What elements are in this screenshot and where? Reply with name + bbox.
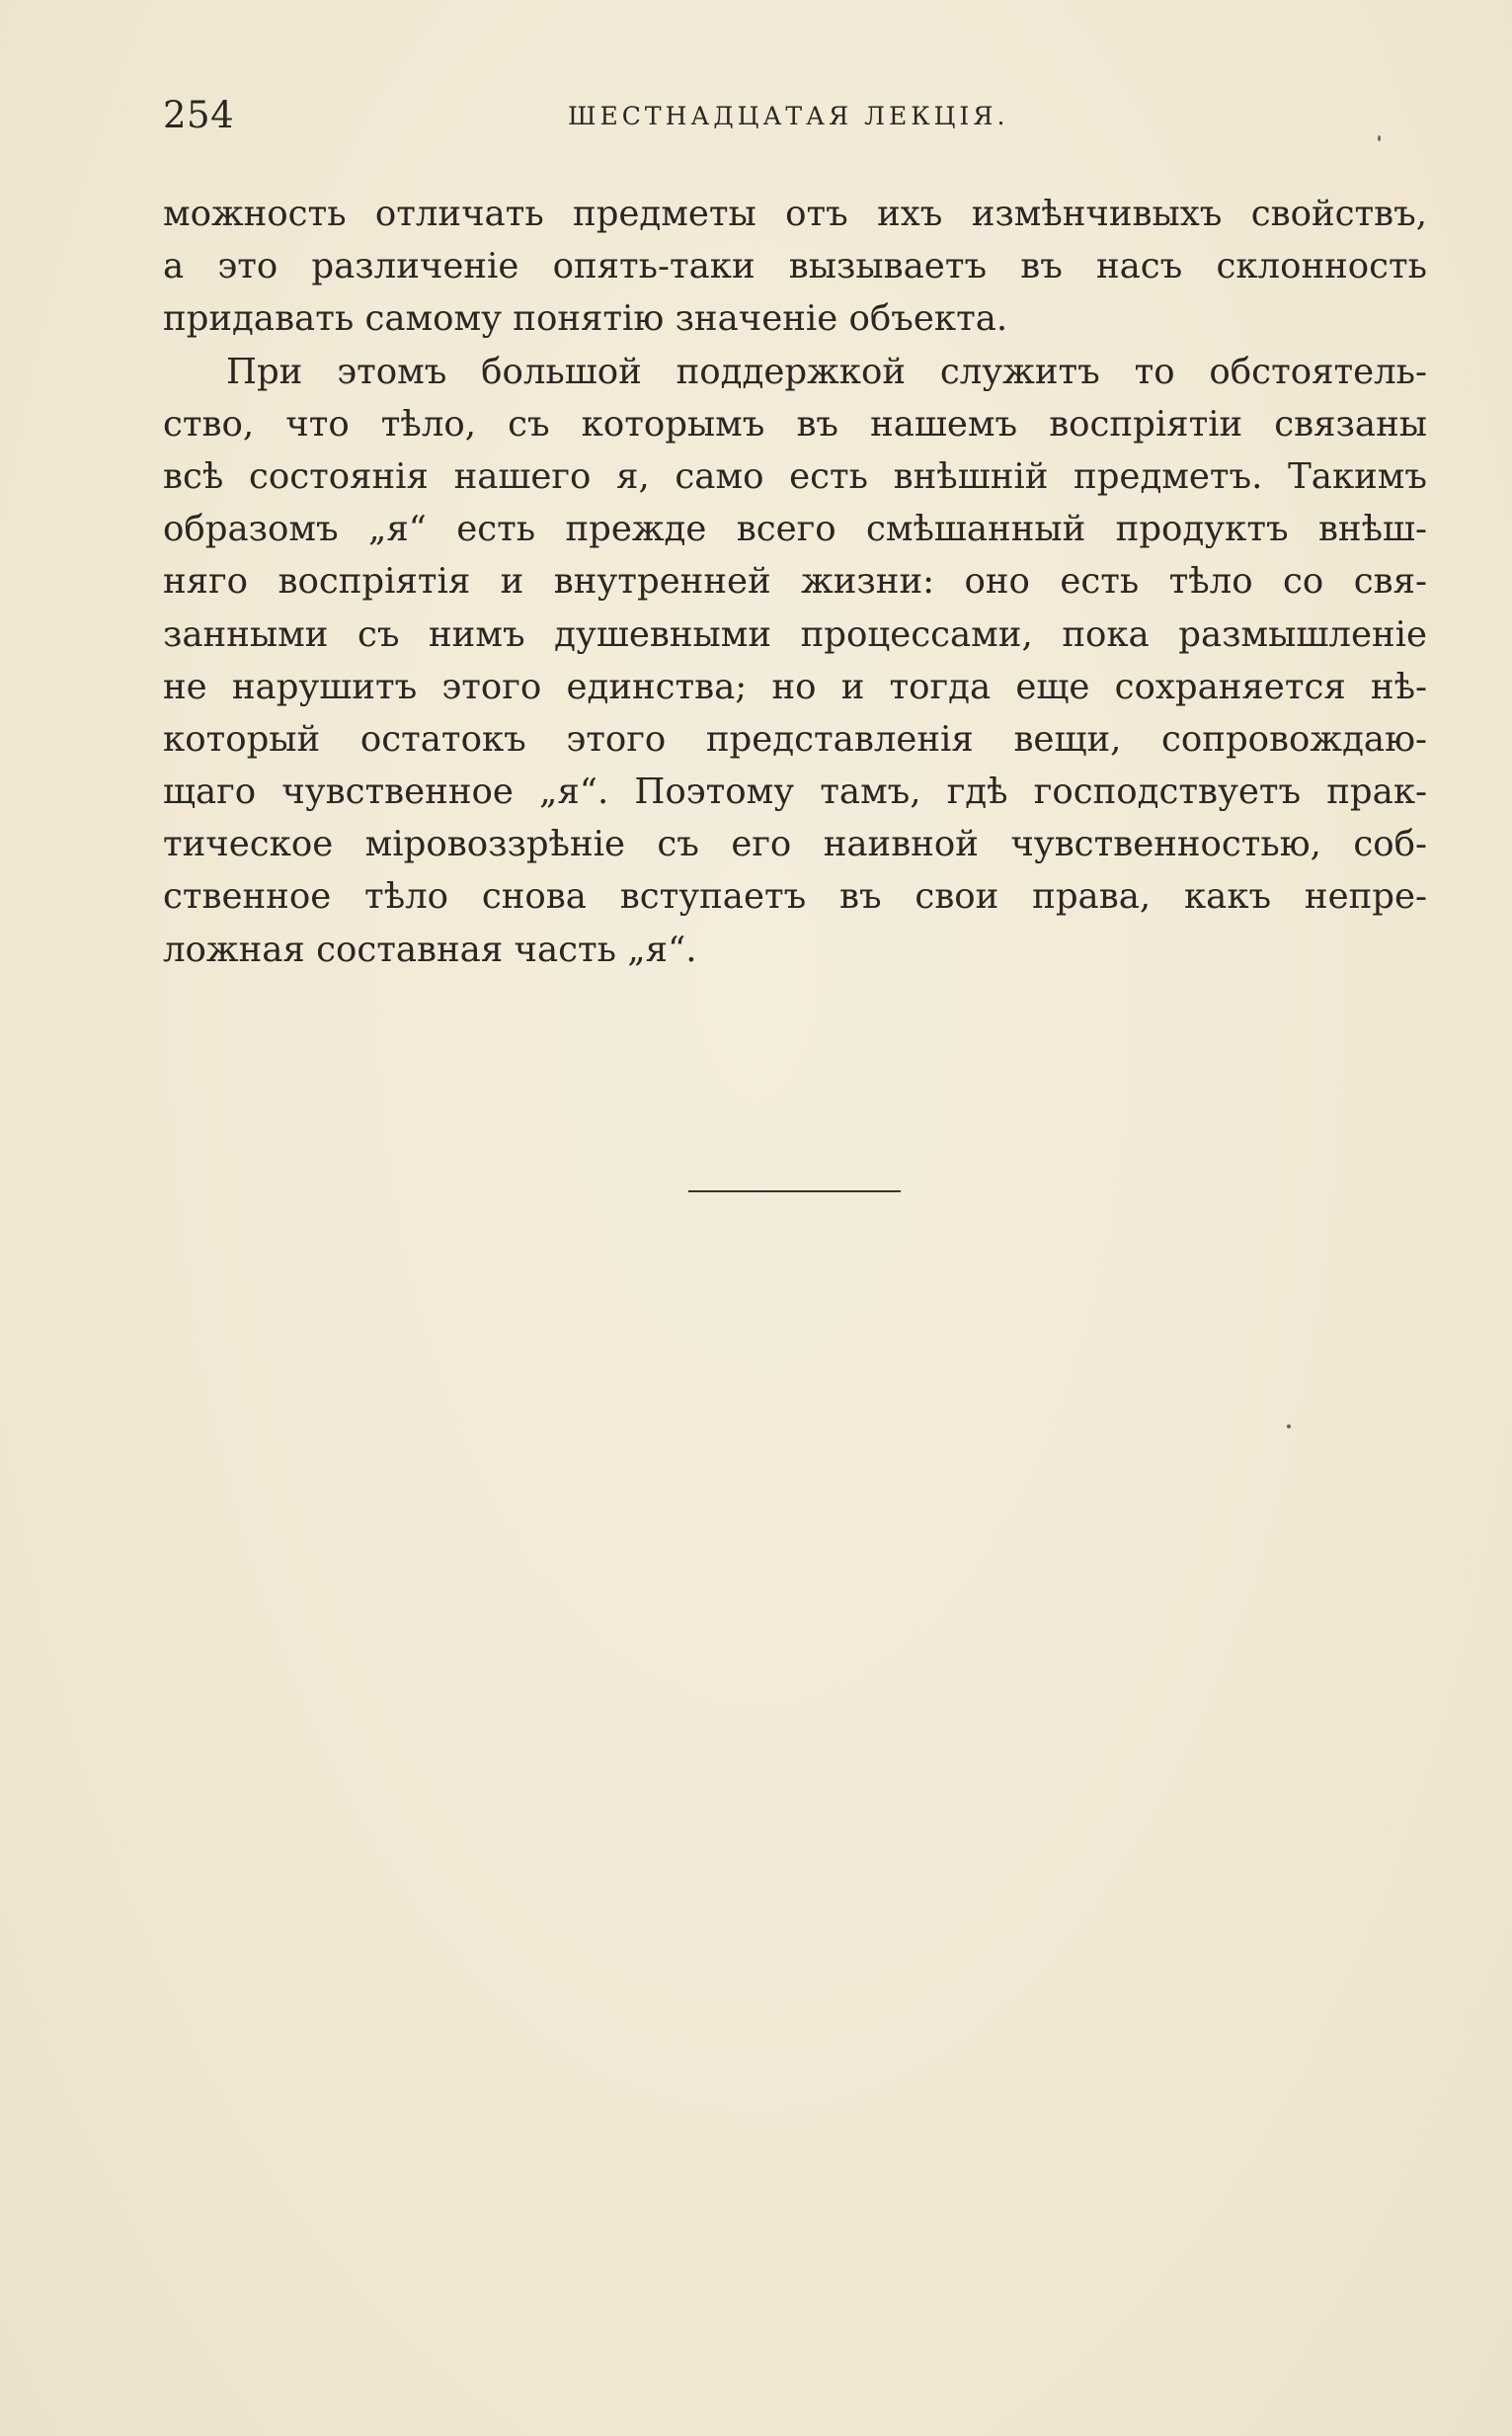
text-line: не нарушитъ этого единства; но и тогда еще сохраняется нѣ-	[163, 666, 1427, 707]
paper-speck	[1378, 135, 1381, 141]
text-line: образомъ „я“ есть прежде всего смѣшанный продуктъ внѣш-	[163, 509, 1427, 550]
section-end-rule	[688, 1190, 901, 1192]
text-line: ложная составная часть „я“.	[163, 929, 697, 970]
text-line: который остатокъ этого представленія вещи, сопровождаю-	[163, 718, 1427, 760]
text-line: няго воспріятія и внутренней жизни: оно есть тѣло со свя-	[163, 561, 1427, 603]
paragraph-1	[163, 188, 1427, 346]
paragraph-2	[163, 346, 1427, 976]
body-text	[163, 188, 1427, 976]
text-line: щаго чувственное „я“. Поэтому тамъ, гдѣ господствуетъ прак-	[163, 771, 1427, 813]
text-line: можность отличать предметы отъ ихъ измѣнчивыхъ свойствъ,	[163, 194, 1427, 234]
paper-speck	[1287, 1424, 1291, 1428]
text-line: а это различеніе опять-таки вызываетъ въ насъ склонность	[163, 246, 1427, 287]
text-line: При этомъ большой поддержкой служитъ то обстоятель-	[226, 351, 1427, 392]
text-line: ственное тѣло снова вступаетъ въ свои права, какъ непре-	[163, 876, 1427, 918]
text-line: придавать самому понятію значеніе объекта.	[163, 298, 1008, 340]
text-line: ство, что тѣло, съ которымъ въ нашемъ воспріятіи связаны	[163, 403, 1427, 445]
text-line: занными съ нимъ душевными процессами, пока размышленіе	[163, 613, 1427, 655]
text-line: тическое міровоззрѣніе съ его наивной чувственностью, соб-	[163, 824, 1427, 865]
page-number: 254	[163, 94, 235, 136]
text-line: всѣ состоянія нашего я, само есть внѣшній предметъ. Такимъ	[163, 455, 1427, 497]
running-head: ШЕСТНАДЦАТАЯ ЛЕКЦІЯ.	[568, 102, 1009, 130]
page-header	[163, 91, 1427, 140]
